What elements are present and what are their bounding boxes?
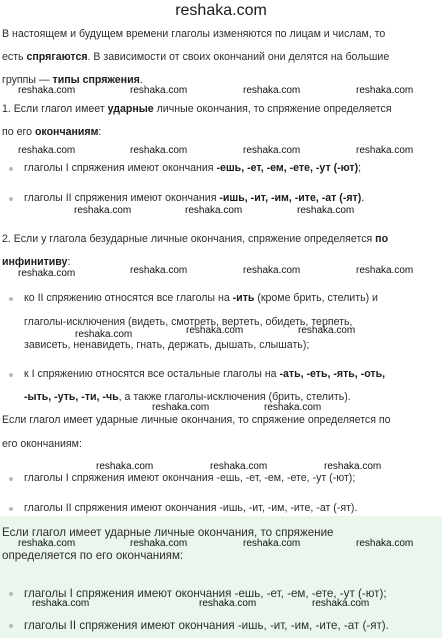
rule2-line-1: 2. Если у глагола безударные личные окончания, спряжение определяется по	[2, 233, 389, 245]
rule1-line-2: по его окончаниям:	[2, 126, 102, 138]
watermark: reshaka.com	[152, 402, 210, 413]
watermark: reshaka.com	[32, 598, 90, 609]
watermark: reshaka.com	[210, 461, 268, 472]
watermark: reshaka.com	[18, 538, 76, 549]
bullet-conj1-inf-2: -ыть, -уть, -ти, -чь, а также глаголы-исключения (брить, стелить).	[24, 391, 351, 403]
bullet-dot	[9, 624, 13, 628]
watermark: reshaka.com	[243, 145, 301, 156]
bullet-conj2-inf-1: ко II спряжению относятся все глаголы на -ить (кроме брить, стелить) и	[24, 292, 378, 304]
watermark: reshaka.com	[324, 461, 382, 472]
watermark: reshaka.com	[130, 145, 188, 156]
rule2-line-2: инфинитиву:	[2, 256, 71, 268]
highlight-bullet-2: глаголы II спряжения имеют окончания -ишь, -ит, -им, -ите, -ат (-ят).	[24, 619, 389, 632]
watermark: reshaka.com	[356, 265, 414, 276]
watermark: reshaka.com	[297, 205, 355, 216]
watermark: reshaka.com	[356, 538, 414, 549]
watermark: reshaka.com	[298, 325, 356, 336]
watermark: reshaka.com	[130, 85, 188, 96]
watermark: reshaka.com	[75, 329, 133, 340]
watermark: reshaka.com	[185, 205, 243, 216]
bullet-conj1: глаголы I спряжения имеют окончания -ешь, -ет, -ем, -ете, -ут (-ют);	[24, 162, 362, 174]
watermark: reshaka.com	[243, 85, 301, 96]
watermark: reshaka.com	[356, 145, 414, 156]
bullet-dot	[9, 167, 13, 171]
repeat-line-1: Если глагол имеет ударные личные окончания, то спряжение определяется по	[2, 414, 391, 426]
watermark: reshaka.com	[199, 598, 257, 609]
bullet-dot	[9, 297, 13, 301]
watermark: reshaka.com	[264, 402, 322, 413]
intro-line-1: В настоящем и будущем времени глаголы изменяются по лицам и числам, то	[2, 28, 386, 40]
repeat-bullet-2: глаголы II спряжения имеют окончания -ишь, -ит, -им, -ите, -ат (-ят).	[24, 502, 358, 514]
intro-line-2: есть спрягаются. В зависимости от своих окончаний они делятся на большие	[2, 51, 390, 63]
watermark: reshaka.com	[186, 325, 244, 336]
watermark: reshaka.com	[130, 538, 188, 549]
watermark: reshaka.com	[18, 145, 76, 156]
repeat-line-2: его окончаниям:	[2, 438, 82, 450]
watermark: reshaka.com	[96, 461, 154, 472]
bullet-dot	[9, 477, 13, 481]
watermark: reshaka.com	[243, 265, 301, 276]
bullet-dot	[9, 507, 13, 511]
watermark: reshaka.com	[18, 268, 76, 279]
highlight-line-2: определяется по его окончаниям:	[2, 549, 184, 562]
bullet-conj2-inf-3: зависеть, ненавидеть, гнать, держать, дышать, слышать);	[24, 339, 310, 351]
site-title[interactable]: reshaka.com	[175, 2, 267, 19]
highlight-line-1: Если глагол имеет ударные личные окончания, то спряжение	[2, 526, 334, 539]
watermark: reshaka.com	[74, 205, 132, 216]
repeat-bullet-1: глаголы I спряжения имеют окончания -ешь, -ет, -ем, -ете, -ут (-ют);	[24, 472, 356, 484]
watermark: reshaka.com	[18, 85, 76, 96]
bullet-dot	[9, 592, 13, 596]
watermark: reshaka.com	[243, 538, 301, 549]
bullet-conj1-inf-1: к I спряжению относятся все остальные глаголы на -ать, -еть, -ять, -оть,	[24, 368, 386, 380]
watermark: reshaka.com	[312, 598, 370, 609]
watermark: reshaka.com	[130, 265, 188, 276]
bullet-conj2: глаголы II спряжения имеют окончания -ишь, -ит, -им, -ите, -ат (-ят).	[24, 192, 365, 204]
bullet-conj2-inf-2: глаголы-исключения (видеть, смотреть, вертеть, обидеть, терпеть,	[24, 316, 353, 328]
bullet-dot	[9, 373, 13, 377]
bullet-dot	[9, 197, 13, 201]
highlight-bullet-1: глаголы I спряжения имеют окончания -ешь, -ет, -ем, -ете, -ут (-ют);	[24, 587, 387, 600]
rule1-line-1: 1. Если глагол имеет ударные личные окончания, то спряжение определяется	[2, 103, 392, 115]
watermark: reshaka.com	[356, 85, 414, 96]
intro-line-3: группы — типы спряжения.	[2, 74, 143, 86]
